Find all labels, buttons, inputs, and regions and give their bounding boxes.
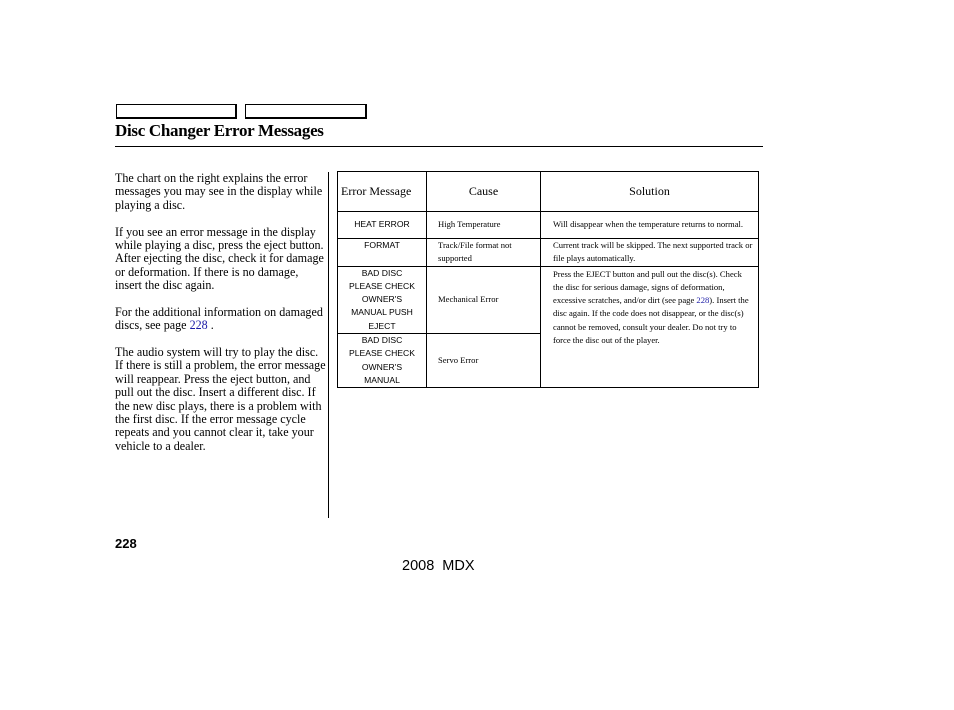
retry-paragraph: The audio system will try to play the disc. If there is still a problem, the error message will reappear. Press the eject button, and pull out the disc. Insert a different disc. If the new disc plays, there is a problem with the first disc. If the error message cycle repeats and you cannot clear it, take your vehicle to a dealer. xyxy=(115,344,326,453)
message-line: BAD DISC xyxy=(361,267,403,278)
solution-text: Press the EJECT button and pull out the disc(s). Check the disc for serious damage, signs of deformation, excessive scratches, and/or dirt (see page xyxy=(553,268,742,306)
reference-text: For the additional information on damaged discs, see page xyxy=(115,304,323,333)
message-line: MANUAL xyxy=(364,374,400,385)
message-line: OWNER'S xyxy=(361,294,403,305)
cause-cell: Mechanical Error xyxy=(427,266,541,333)
message-line: PLEASE CHECK xyxy=(349,348,415,359)
intro-paragraph: The chart on the right explains the error messages you may see in the display while playing a disc. xyxy=(115,171,323,212)
message-line: MANUAL PUSH xyxy=(351,307,413,318)
solution-page-link[interactable]: 228 xyxy=(696,295,710,306)
header-tab-right xyxy=(245,104,367,119)
header-solution: Solution xyxy=(541,172,759,212)
column-divider xyxy=(328,172,329,518)
reference-end: . xyxy=(210,318,214,333)
message-cell xyxy=(338,212,427,239)
message-cell xyxy=(338,266,427,333)
cause-cell: High Temperature xyxy=(427,212,541,239)
solution-text-end: ). Insert the disc again. If the code does not disappear, or the disc(s) cannot be removed, consult your dealer. Do not try to force the disc out of the player. xyxy=(553,295,749,346)
reference-paragraph xyxy=(115,306,327,333)
message-line: FORMAT xyxy=(364,240,400,250)
error-table xyxy=(337,171,759,388)
page-number: 228 xyxy=(115,536,137,551)
header-error-message: Error Message xyxy=(338,172,427,212)
eject-paragraph: If you see an error message in the display while playing a disc, press the eject button. After ejecting the disc, check it for damage or deformation. If there is no damage, insert the disc again. xyxy=(115,224,324,293)
body-text xyxy=(115,172,327,467)
cause-cell: Servo Error xyxy=(427,334,541,388)
table-row xyxy=(338,239,759,267)
message-cell xyxy=(338,239,427,267)
message-line: EJECT xyxy=(368,320,396,331)
solution-cell xyxy=(541,266,759,388)
message-line: OWNER'S xyxy=(361,361,403,372)
message-cell xyxy=(338,334,427,388)
solution-cell: Will disappear when the temperature returns to normal. xyxy=(541,212,759,239)
table-row xyxy=(338,212,759,239)
table-header-row xyxy=(338,172,759,212)
message-line: PLEASE CHECK xyxy=(349,280,415,291)
message-line: HEAT ERROR xyxy=(354,219,410,230)
model-footer: 2008 MDX xyxy=(402,558,475,574)
page-title: Disc Changer Error Messages xyxy=(115,121,324,140)
message-line: BAD DISC xyxy=(361,335,403,346)
solution-cell: Current track will be skipped. The next supported track or file plays automatically. xyxy=(541,239,759,267)
cause-cell: Track/File format not supported xyxy=(427,239,541,267)
header-cause: Cause xyxy=(427,172,541,212)
page-link[interactable]: 228 xyxy=(189,318,208,333)
title-rule xyxy=(115,146,763,147)
table-row xyxy=(338,266,759,333)
header-tab-left xyxy=(116,104,237,119)
